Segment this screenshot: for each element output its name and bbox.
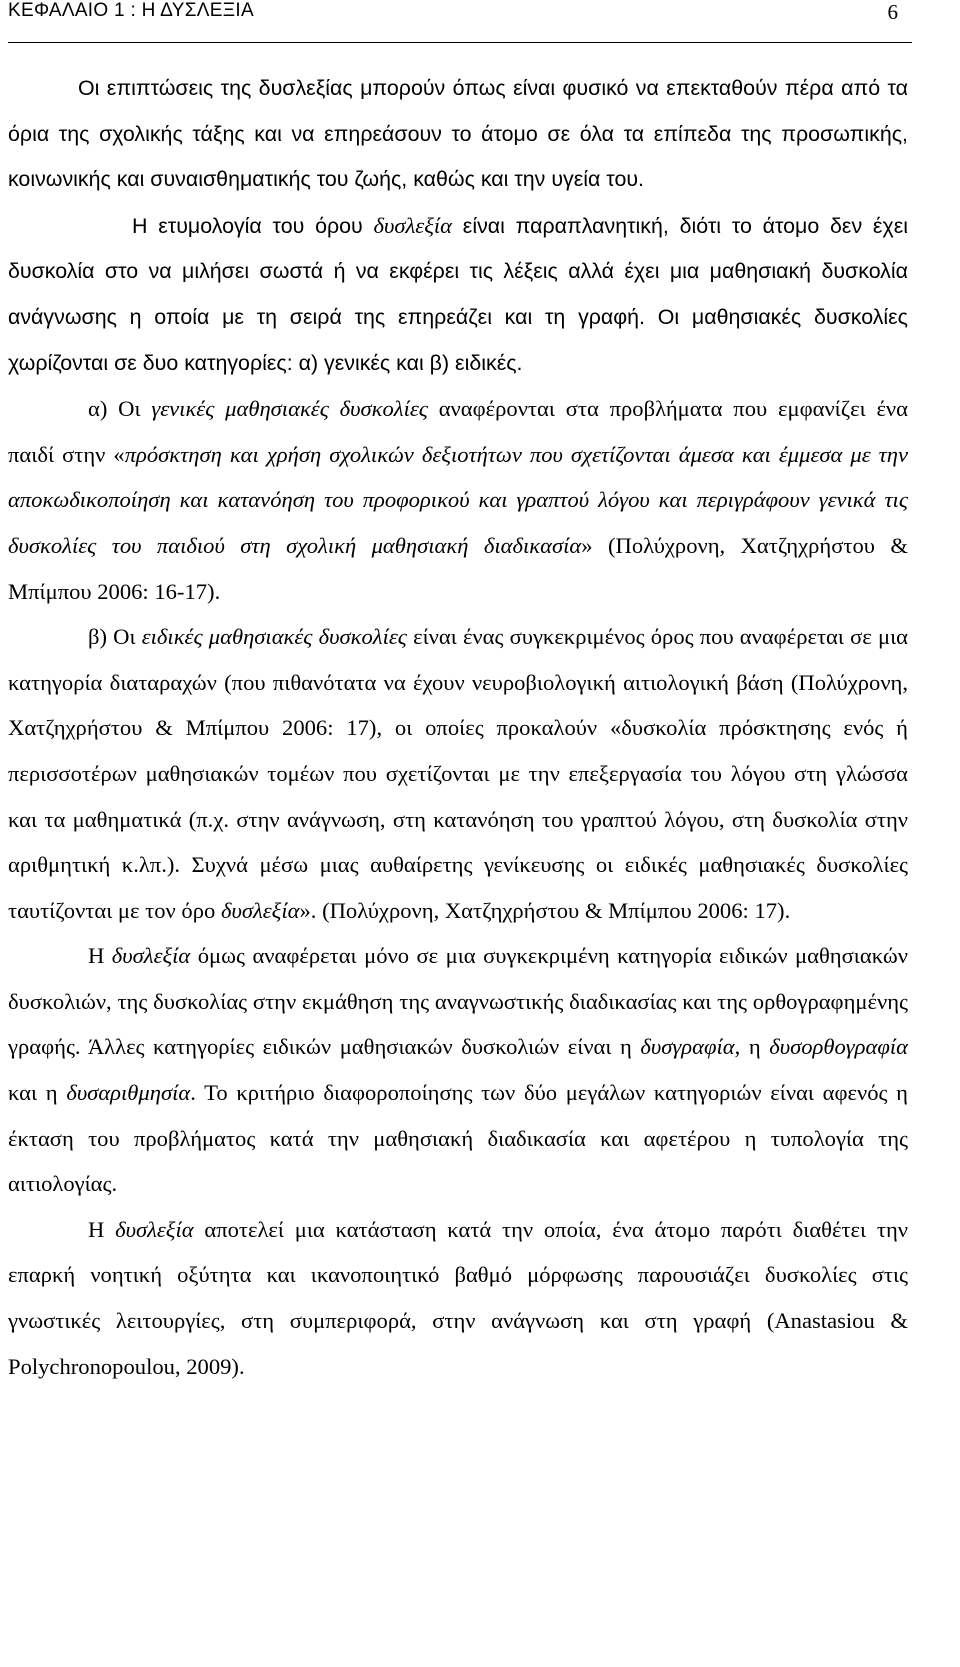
- text-run: α) Οι: [88, 396, 152, 422]
- paragraph-dyslexia-category: [8, 933, 908, 1207]
- paragraph-general-difficulties: [8, 386, 908, 614]
- text-run: αποτελεί μια κατάσταση κατά την οποία, ένα άτομο παρότι διαθέτει την επαρκή νοητική οξύτητα και ικανοποιητικό βαθμό μόρφωσης παρουσιάζει δυσκολίες στις γνωστικές λειτουργίες, στη συμπεριφορά, στην ανάγνωση και στη γραφή (Anastasiou & Polychronopoulou, 2009).: [8, 1216, 908, 1379]
- emphasis-term: δυσλεξία: [115, 1216, 194, 1242]
- text-run: Η ετυμολογία του όρου: [132, 213, 374, 238]
- paragraph-text: Οι επιπτώσεις της δυσλεξίας μπορούν όπως είναι φυσικό να επεκταθούν πέρα από τα όρια της σχολικής τάξης και να επηρεάσουν το άτομο σε όλα τα επίπεδα της προσωπικής, κοινωνικής και συναισθηματικής του ζωής, καθώς και την υγεία του.: [8, 76, 908, 192]
- emphasis-term: δυσλεξία: [220, 897, 300, 923]
- page-header: [8, 0, 912, 43]
- text-run: όμως αναφέρεται μόνο σε μια συγκεκριμένη κατηγορία ειδικών μαθησιακών δυσκολιών, της δυσκολίας στην εκμάθηση της αναγνωστικής διαδικασίας και της ορθογραφημένης γραφής. Άλλες κατηγορίες ειδικών μαθησιακών δυσκολιών είναι η: [8, 943, 908, 1060]
- text-run: . Το κριτήριο διαφοροποίησης των δύο μεγάλων κατηγοριών είναι αφενός η έκταση του προβλήματος κατά την μαθησιακή διαδικασία και αφετέρου η τυπολογία της αιτιολογίας.: [8, 1080, 908, 1197]
- text-run: και η: [8, 1080, 67, 1106]
- text-run: Η: [88, 943, 112, 969]
- text-run: είναι ένας συγκεκριμένος όρος που αναφέρεται σε μια κατηγορία διαταραχών (που πιθανότατα να έχουν νευροβιολογική αιτιολογική βάση (Πολύχρονη, Χατζηχρήστου & Μπίμπου 2006: 17), οι οποίες προκαλούν «δυσκολία πρόσκτησης ενός ή περισσοτέρων μαθησιακών τομέων που σχετίζονται με την επεξεργασία του λόγου στη γλώσσα και τα μαθηματικά (π.χ. στην ανάγνωση, στη κατανόηση του γραπτού λόγου, στη δυσκολία στην αριθμητική κ.λπ.). Συχνά μέσω μιας αυθαίρετης γενίκευσης οι ειδικές μαθησιακές δυσκολίες ταυτίζονται με τον όρο: [8, 624, 908, 923]
- text-run: είναι παραπλανητική, διότι το άτομο δεν έχει δυσκολία στο να μιλήσει σωστά ή να εκφέρει τις λέξεις αλλά έχει μια μαθησιακή δυσκολία ανάγνωσης η οποία με τη σειρά της επηρεάζει και τη γραφή. Οι μαθησιακές δυσκολίες χωρίζονται σε δυο κατηγορίες: α) γενικές και β) ειδικές.: [8, 213, 908, 375]
- page-number: 6: [887, 0, 898, 24]
- paragraph-specific-difficulties: [8, 614, 908, 933]
- citation: ». (Πολύχρονη, Χατζηχρήστου & Μπίμπου 2006: 17).: [299, 897, 791, 923]
- text-run: αναφέρονται στα προβλήματα που εμφανίζει ένα παιδί στην «: [8, 396, 908, 467]
- paragraph-consequences: [8, 66, 908, 203]
- emphasis-term: δυσαριθμησία: [66, 1080, 191, 1106]
- emphasis-term: δυσορθογραφία: [769, 1034, 909, 1060]
- paragraph-dyslexia-definition: [8, 1207, 908, 1389]
- text-run: Η: [88, 1216, 116, 1242]
- emphasis-term: ειδικές μαθησιακές δυσκολίες: [141, 624, 407, 650]
- document-body: [8, 66, 908, 1389]
- paragraph-etymology: [8, 203, 908, 386]
- citation: » (Πολύχρονη, Χατζηχρήστου & Μπίμπου 2006: 16-17).: [8, 532, 908, 604]
- chapter-title: ΚΕΦΑΛΑΙΟ 1 : Η ΔΥΣΛΕΞΙΑ: [8, 0, 254, 21]
- text-run: β) Οι: [88, 624, 142, 650]
- emphasis-term: δυσγραφία: [640, 1034, 735, 1060]
- emphasis-term: δυσλεξία: [373, 212, 453, 238]
- emphasis-term: γενικές μαθησιακές δυσκολίες: [151, 396, 428, 422]
- text-run: , η: [734, 1034, 770, 1060]
- quoted-definition: πρόσκτηση και χρήση σχολικών δεξιοτήτων που σχετίζονται άμεσα και έμμεσα με την αποκωδικοποίηση και κατανόηση του προφορικού και γραπτού λόγου και περιγράφουν γενικά τις δυσκολίες του παιδιού στη σχολική μαθησιακή διαδικασία: [8, 441, 908, 558]
- emphasis-term: δυσλεξία: [111, 943, 191, 969]
